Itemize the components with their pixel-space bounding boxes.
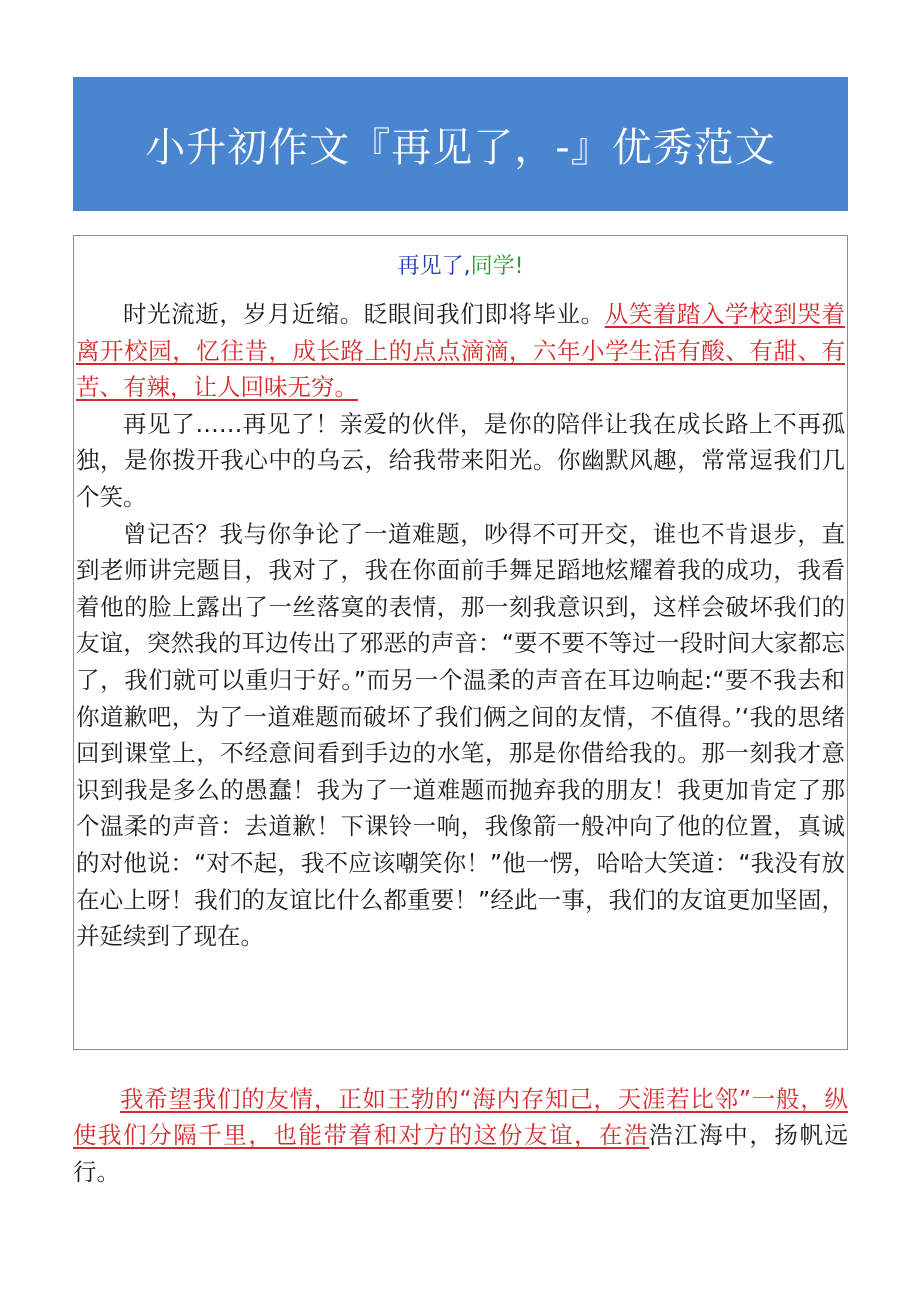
title-banner	[73, 77, 848, 211]
essay-heading	[74, 250, 847, 284]
closing-paragraph	[73, 1081, 848, 1191]
paragraph-1-highlight: 从笑着踏入学校到哭着离开校园，忆往昔，成长路上的点点滴滴，六年小学生活有酸、有甜、有苦、有辣，让人回味无穷。	[76, 300, 846, 402]
essay-heading-part1: 再见了,	[397, 254, 471, 279]
closing-plain: 浩江海中，扬帆远行。	[73, 1121, 849, 1186]
paragraph-3: 曾记否？我与你争论了一道难题，吵得不可开交，谁也不肯退步，直到老师讲完题目，我对了，我在你面前手舞足蹈地炫耀着我的成功，我看着他的脸上露出了一丝落寞的表情，那一刻我意识到，这样会破坏我们的友谊，突然我的耳边传出了邪恶的声音：“要不要不等过一段时间大家都忘了，我们就可以重归于好。”而另一个温柔的声音在耳边响起:“要不我去和你道歉吧，为了一道难题而破坏了我们俩之间的友情，不值得。’‘我的思绪回到课堂上，不经意间看到手边的水笔，那是你借给我的。那一刻我才意识到我是多么的愚蠢！我为了一道难题而抛弃我的朋友！我更加肯定了那个温柔的声音：去道歉！下课铃一响，我像箭一般冲向了他的位置，真诚的对他说：“对不起，我不应该嘲笑你！”他一愣，哈哈大笑道：“我没有放在心上呀！我们的友谊比什么都重要！”经此一事，我们的友谊更加坚固，并延续到了现在。	[76, 519, 845, 951]
paragraph-1	[74, 296, 847, 406]
paragraph-2: 再见了……再见了！亲爱的伙伴，是你的陪伴让我在成长路上不再孤独，是你拨开我心中的乌云，给我带来阳光。你幽默风趣，常常逗我们几个笑。	[76, 409, 845, 511]
closing-highlight: 我希望我们的友情，正如王勃的“海内存知己，天涯若比邻”一般，纵使我们分隔千里，也能带着和对方的这份友谊，在浩	[73, 1084, 848, 1150]
essay-heading-part2: 同学!	[470, 254, 524, 279]
page-title: 小升初作文『再见了，-』优秀范文	[145, 124, 776, 171]
paragraph-1-plain: 时光流逝，岁月近缩。眨眼间我们即将毕业。	[123, 300, 605, 328]
essay-box	[73, 235, 848, 1050]
